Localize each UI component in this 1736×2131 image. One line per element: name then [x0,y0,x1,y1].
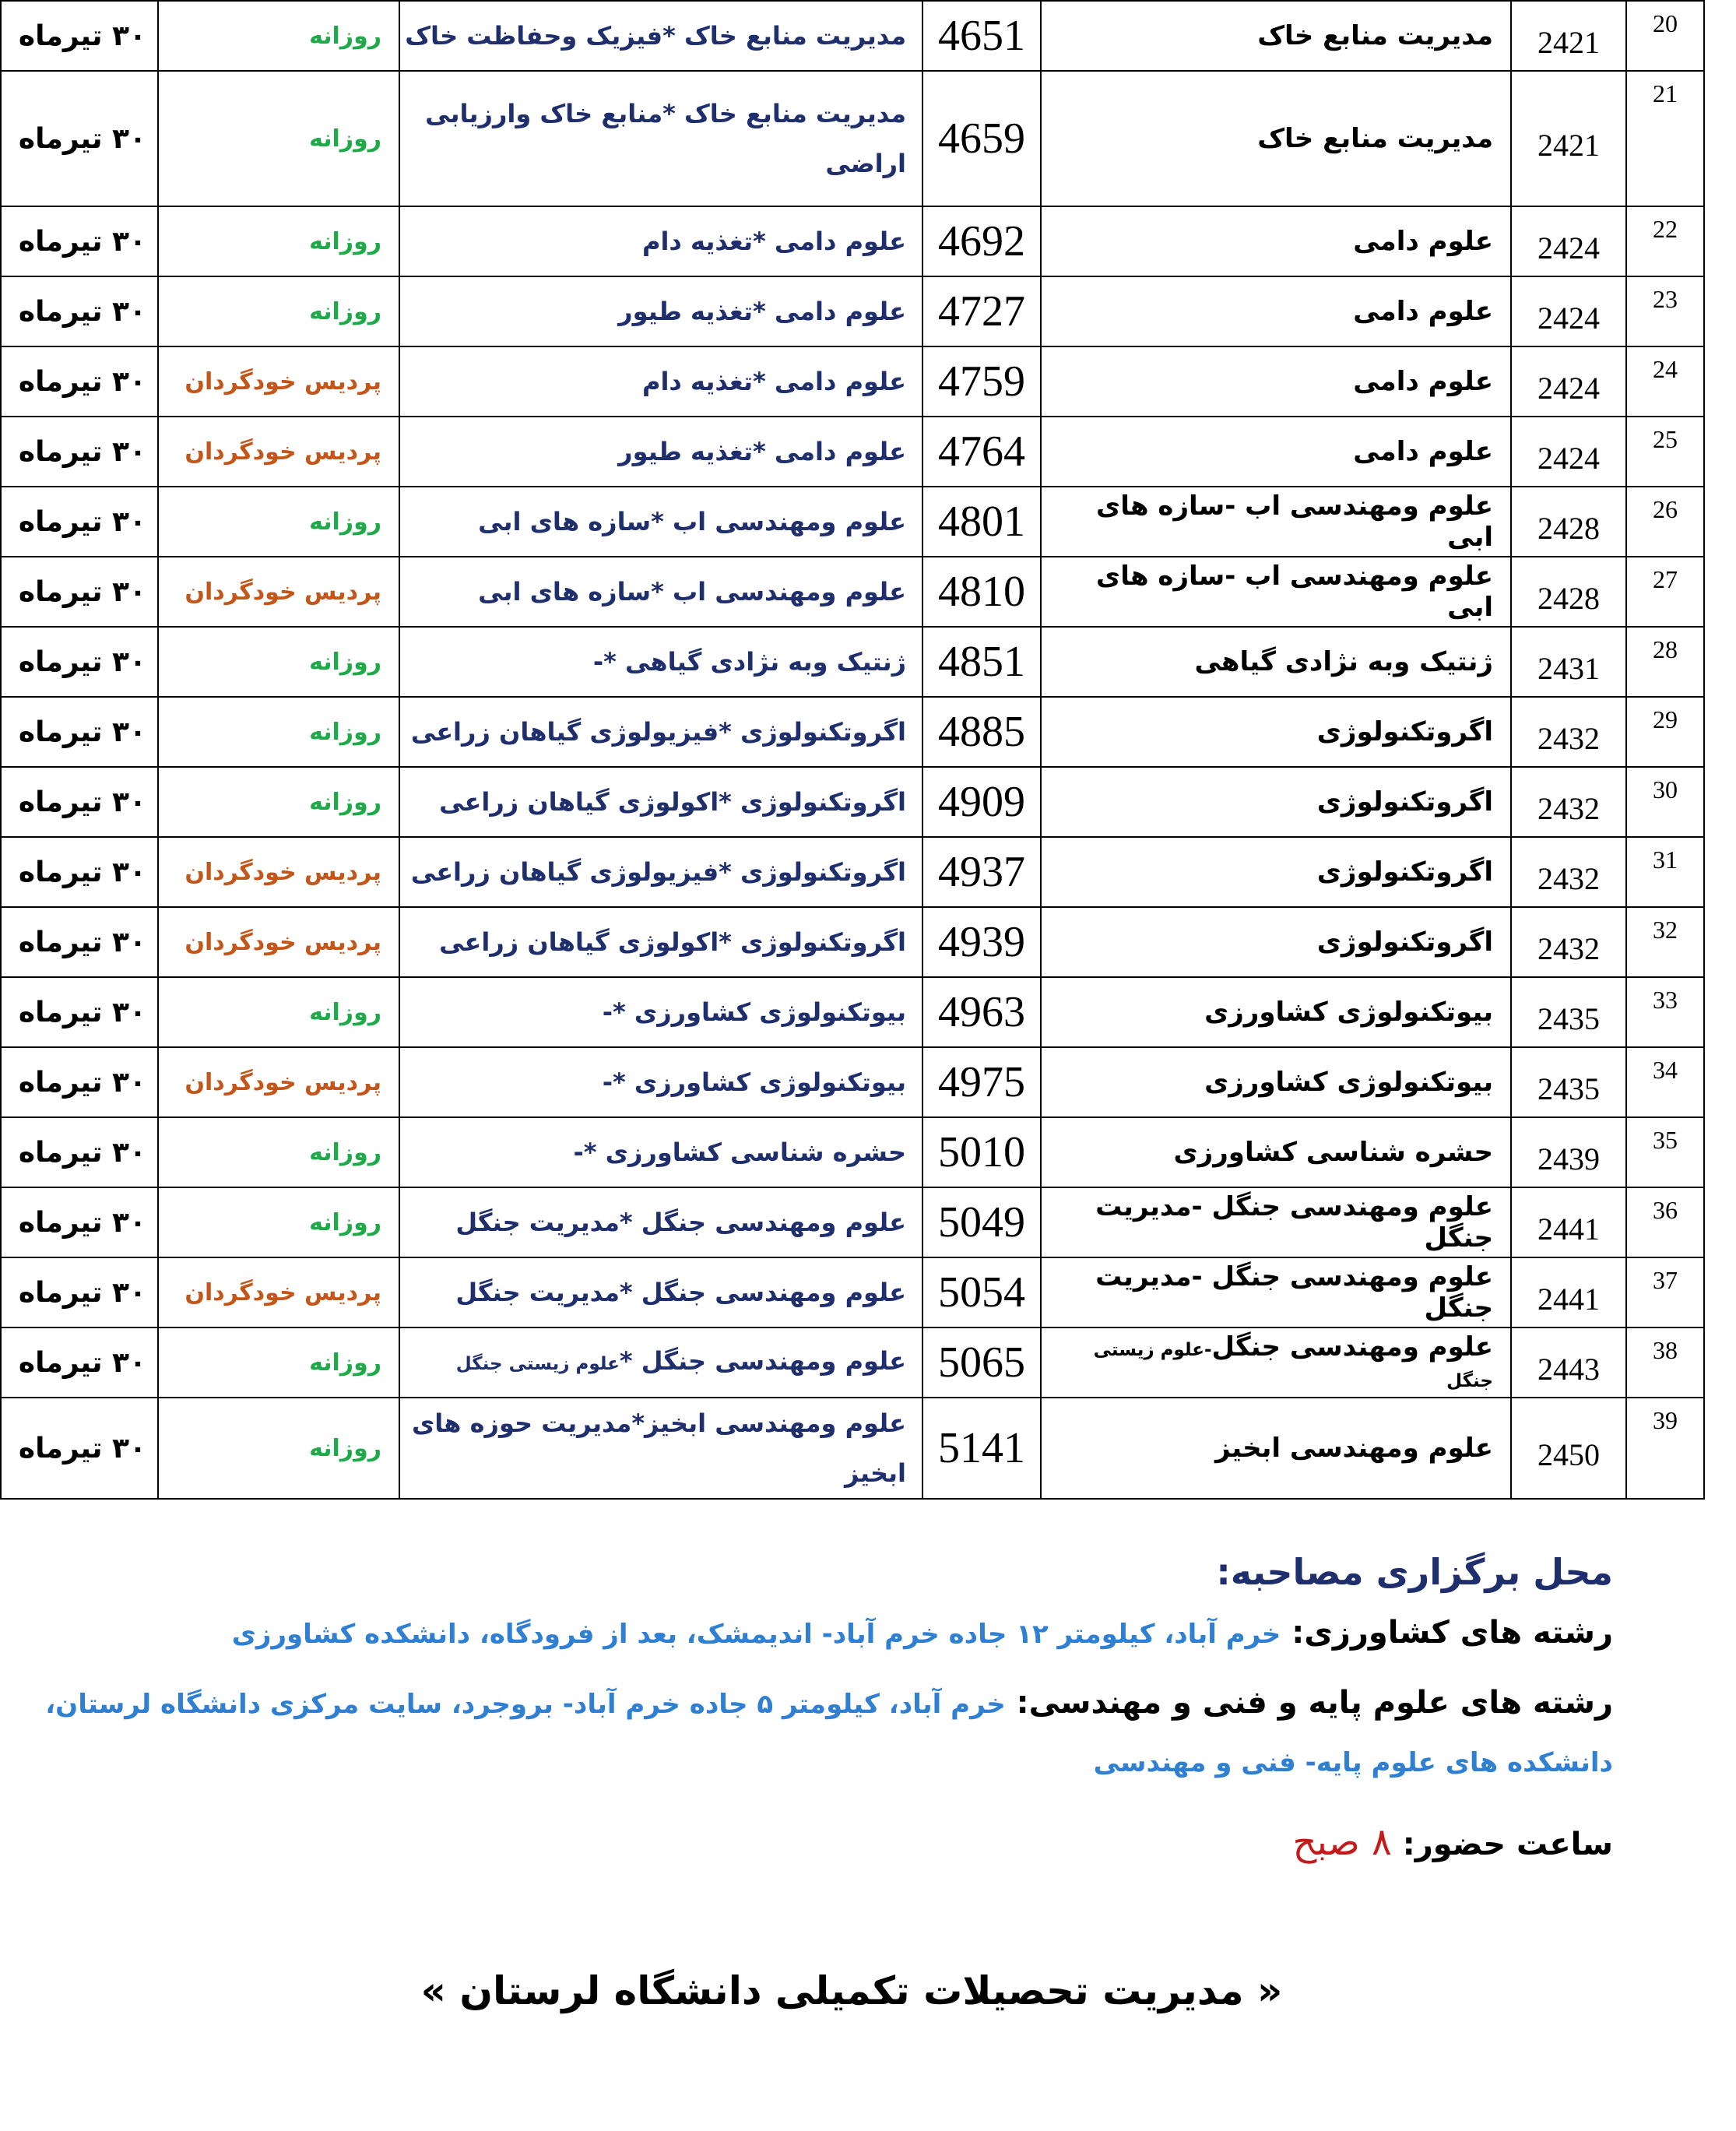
program-code: 5049 [922,1187,1041,1257]
course-type: پردیس خودگردان [158,1257,399,1327]
table-row [1,837,1704,907]
table-row [1,1,1704,71]
program-title-text: علوم ومهندسی جنگل *مدیریت جنگل [455,1278,906,1307]
major-code: 2424 [1511,417,1626,487]
interview-date: ۳۰ تیرماه [1,487,158,557]
program-title-suffix: علوم زیستی جنگل [455,1354,620,1374]
table-row [1,1187,1704,1257]
program-title-text: اگروتکنولوژی *فیزیولوژی گیاهان زراعی [410,857,906,887]
program-title-text: بیوتکنولوژی کشاورزی *- [602,997,906,1027]
program-title-text: علوم ومهندسی اب *سازه های ابی [478,577,906,607]
program-code: 4939 [922,907,1041,977]
program-title [399,977,922,1047]
program-title [399,907,922,977]
interview-date: ۳۰ تیرماه [1,1117,158,1187]
interview-date: ۳۰ تیرماه [1,346,158,417]
course-type: پردیس خودگردان [158,837,399,907]
major-code: 2441 [1511,1187,1626,1257]
agri-venue-line [232,1615,1613,1651]
program-code: 4651 [922,1,1041,71]
program-title [399,697,922,767]
row-number: 20 [1626,1,1704,71]
program-title-text: حشره شناسی کشاورزی *- [573,1138,906,1167]
major-code: 2424 [1511,276,1626,346]
program-title-text: اگروتکنولوژی *اکولوژی گیاهان زراعی [439,787,906,817]
program-code: 4692 [922,206,1041,276]
row-number: 24 [1626,346,1704,417]
program-code: 4764 [922,417,1041,487]
interview-date: ۳۰ تیرماه [1,1398,158,1499]
row-number: 26 [1626,487,1704,557]
table-row [1,767,1704,837]
major-code: 2428 [1511,487,1626,557]
course-type: پردیس خودگردان [158,907,399,977]
program-code: 5010 [922,1117,1041,1187]
major-name-text: علوم ومهندسی اب -سازه های ابی [1096,561,1493,623]
major-code: 2441 [1511,1257,1626,1327]
interview-date: ۳۰ تیرماه [1,71,158,206]
table-row [1,1327,1704,1398]
attendance-time-label: ساعت حضور: [1402,1827,1613,1862]
course-type: روزانه [158,1,399,71]
eng-venue-label: رشته های علوم پایه و فنی و مهندسی: [1016,1685,1613,1721]
program-title-text: اگروتکنولوژی *اکولوژی گیاهان زراعی [439,927,906,957]
program-title-text: علوم دامی *تغذیه طیور [618,297,906,326]
program-title-text: علوم ومهندسی جنگل *مدیریت جنگل [455,1208,906,1237]
major-name-text: اگروتکنولوژی [1316,927,1493,958]
footer-title: « مدیریت تحصیلات تکمیلی دانشگاه لرستان » [420,1968,1283,2013]
program-title [399,1,922,71]
interview-date: ۳۰ تیرماه [1,837,158,907]
major-name [1041,1047,1511,1117]
eng-venue-address: خرم آباد، کیلومتر ۵ جاده خرم آباد- بروجرد، سایت مرکزی دانشگاه لرستان، [45,1689,1006,1720]
course-type: روزانه [158,71,399,206]
interview-date: ۳۰ تیرماه [1,977,158,1047]
program-code: 4885 [922,697,1041,767]
course-type: روزانه [158,1327,399,1398]
program-title [399,346,922,417]
major-code: 2450 [1511,1398,1626,1499]
program-title [399,1047,922,1117]
program-title [399,1327,922,1398]
interview-date: ۳۰ تیرماه [1,907,158,977]
course-type: پردیس خودگردان [158,1047,399,1117]
major-name [1041,206,1511,276]
program-title [399,557,922,627]
major-name [1041,697,1511,767]
major-name [1041,557,1511,627]
program-code: 4810 [922,557,1041,627]
program-title [399,627,922,697]
program-title-text: مدیریت منابع خاک *فیزیک وحفاظت خاک [405,21,906,51]
program-code: 4851 [922,627,1041,697]
attendance-time-value: ۸ صبح [1292,1820,1392,1864]
program-title [399,276,922,346]
major-code: 2432 [1511,697,1626,767]
major-name-text: مدیریت منابع خاک [1257,123,1493,154]
program-code: 5141 [922,1398,1041,1499]
major-code: 2424 [1511,346,1626,417]
program-code: 4909 [922,767,1041,837]
course-type: روزانه [158,206,399,276]
major-code: 2428 [1511,557,1626,627]
row-number: 21 [1626,71,1704,206]
major-name-text: علوم ومهندسی جنگل -مدیریت جنگل [1095,1191,1493,1254]
program-code: 4659 [922,71,1041,206]
program-title [399,487,922,557]
major-code: 2435 [1511,977,1626,1047]
table-row [1,1117,1704,1187]
course-type: روزانه [158,487,399,557]
course-type: روزانه [158,1398,399,1499]
major-name-text: علوم دامی [1353,366,1493,397]
row-number: 30 [1626,767,1704,837]
interview-date: ۳۰ تیرماه [1,627,158,697]
program-title [399,71,922,206]
major-code: 2432 [1511,767,1626,837]
course-type: روزانه [158,977,399,1047]
major-name-text: ژنتیک وبه نژادی گیاهی [1194,646,1493,677]
course-type: روزانه [158,1187,399,1257]
major-name-text: بیوتکنولوژی کشاورزی [1204,1067,1493,1098]
table-row [1,71,1704,206]
program-code: 4727 [922,276,1041,346]
major-name-suffix: -علوم زیستی جنگل [1093,1340,1493,1391]
major-name [1041,1117,1511,1187]
interview-date: ۳۰ تیرماه [1,767,158,837]
major-code: 2435 [1511,1047,1626,1117]
table-row [1,346,1704,417]
course-type: روزانه [158,627,399,697]
table-body [1,1,1704,1499]
row-number: 28 [1626,627,1704,697]
major-code: 2421 [1511,71,1626,206]
venue-heading: محل برگزاری مصاحبه: [1216,1551,1613,1593]
course-type: پردیس خودگردان [158,346,399,417]
interview-date: ۳۰ تیرماه [1,417,158,487]
major-name-text: اگروتکنولوژی [1316,786,1493,818]
row-number: 31 [1626,837,1704,907]
major-code: 2432 [1511,907,1626,977]
row-number: 25 [1626,417,1704,487]
eng-venue-line [45,1685,1613,1721]
major-name [1041,1187,1511,1257]
major-name-text: اگروتکنولوژی [1316,856,1493,888]
major-name-text: علوم ومهندسی جنگل [1211,1331,1493,1363]
eng-venue-line-2: دانشکده های علوم پایه- فنی و مهندسی [1093,1747,1613,1778]
program-title-text: مدیریت منابع خاک *منابع خاک وارزیابی اراضی [425,99,906,178]
table-row [1,487,1704,557]
major-name [1041,1257,1511,1327]
program-title-text: علوم دامی *تغذیه دام [642,367,906,396]
program-title-text: علوم ومهندسی اب *سازه های ابی [478,507,906,536]
major-name [1041,627,1511,697]
program-title-text: علوم ومهندسی ابخیز*مدیریت حوزه های ابخیز [411,1408,906,1488]
table-row [1,1257,1704,1327]
interview-date: ۳۰ تیرماه [1,1047,158,1117]
table-row [1,1398,1704,1499]
major-code: 2443 [1511,1327,1626,1398]
major-name [1041,417,1511,487]
row-number: 29 [1626,697,1704,767]
major-name [1041,767,1511,837]
program-code: 4801 [922,487,1041,557]
major-name [1041,1398,1511,1499]
major-code: 2439 [1511,1117,1626,1187]
table-row [1,276,1704,346]
interview-date: ۳۰ تیرماه [1,1187,158,1257]
major-name [1041,907,1511,977]
program-title-text: علوم دامی *تغذیه طیور [618,437,906,466]
major-name-text: علوم دامی [1353,436,1493,467]
program-title [399,767,922,837]
table-row [1,206,1704,276]
major-name [1041,487,1511,557]
major-name [1041,977,1511,1047]
program-code: 4963 [922,977,1041,1047]
interview-date: ۳۰ تیرماه [1,206,158,276]
major-name-text: علوم دامی [1353,226,1493,257]
program-title-text: اگروتکنولوژی *فیزیولوژی گیاهان زراعی [410,717,906,747]
major-name-text: علوم دامی [1353,296,1493,327]
table-row [1,417,1704,487]
row-number: 33 [1626,977,1704,1047]
major-name [1041,71,1511,206]
table-row [1,697,1704,767]
row-number: 32 [1626,907,1704,977]
program-code: 5054 [922,1257,1041,1327]
program-title [399,417,922,487]
course-type: روزانه [158,697,399,767]
program-title [399,1257,922,1327]
major-name-text: علوم ومهندسی جنگل -مدیریت جنگل [1095,1261,1493,1324]
program-title [399,837,922,907]
major-name-text: حشره شناسی کشاورزی [1173,1137,1493,1168]
program-title [399,1398,922,1499]
major-code: 2431 [1511,627,1626,697]
interview-date: ۳۰ تیرماه [1,1257,158,1327]
table-row [1,557,1704,627]
program-title-text: علوم دامی *تغذیه دام [642,227,906,256]
row-number: 35 [1626,1117,1704,1187]
major-name-text: علوم ومهندسی ابخیز [1215,1433,1493,1464]
interview-date: ۳۰ تیرماه [1,697,158,767]
course-type: پردیس خودگردان [158,417,399,487]
agri-venue-address: خرم آباد، کیلومتر ۱۲ جاده خرم آباد- اندیمشک، بعد از فرودگاه، دانشکده کشاورزی [231,1619,1281,1650]
major-name [1041,1,1511,71]
major-name-text: بیوتکنولوژی کشاورزی [1204,997,1493,1028]
table-row [1,627,1704,697]
program-code: 4759 [922,346,1041,417]
row-number: 36 [1626,1187,1704,1257]
program-code: 4975 [922,1047,1041,1117]
interview-date: ۳۰ تیرماه [1,276,158,346]
major-name-text: اگروتکنولوژی [1316,716,1493,747]
program-title [399,1117,922,1187]
table-row [1,977,1704,1047]
major-name [1041,276,1511,346]
program-code: 4937 [922,837,1041,907]
major-name-text: علوم ومهندسی اب -سازه های ابی [1096,491,1493,553]
row-number: 23 [1626,276,1704,346]
interview-date: ۳۰ تیرماه [1,557,158,627]
course-type: روزانه [158,1117,399,1187]
major-code: 2421 [1511,1,1626,71]
program-title-text: بیوتکنولوژی کشاورزی *- [602,1067,906,1097]
program-title [399,1187,922,1257]
row-number: 37 [1626,1257,1704,1327]
table-row [1,907,1704,977]
major-name [1041,837,1511,907]
major-name [1041,346,1511,417]
interview-date: ۳۰ تیرماه [1,1,158,71]
course-type: روزانه [158,767,399,837]
interview-date: ۳۰ تیرماه [1,1327,158,1398]
course-type: پردیس خودگردان [158,557,399,627]
attendance-time-line [1293,1820,1614,1864]
row-number: 38 [1626,1327,1704,1398]
program-title-text: ژنتیک وبه نژادی گیاهی *- [592,647,906,677]
major-code: 2424 [1511,206,1626,276]
major-name [1041,1327,1511,1398]
row-number: 22 [1626,206,1704,276]
row-number: 39 [1626,1398,1704,1499]
program-code: 5065 [922,1327,1041,1398]
table-row [1,1047,1704,1117]
course-type: روزانه [158,276,399,346]
major-code: 2432 [1511,837,1626,907]
major-name-text: مدیریت منابع خاک [1257,20,1493,51]
program-title-text: علوم ومهندسی جنگل * [619,1346,906,1376]
program-title [399,206,922,276]
agri-venue-label: رشته های کشاورزی: [1291,1615,1613,1651]
row-number: 34 [1626,1047,1704,1117]
row-number: 27 [1626,557,1704,627]
